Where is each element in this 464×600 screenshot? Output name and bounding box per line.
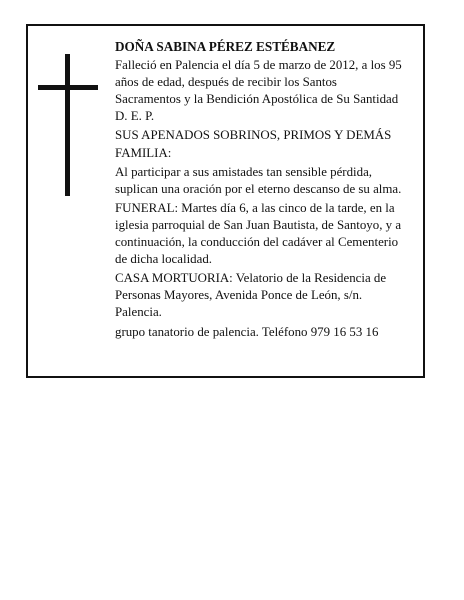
funeral-line: continuación, la conducción del cadáver al Cementerio	[115, 235, 399, 250]
funeral-line: iglesia parroquial de San Juan Bautista, de Santoyo, y a	[115, 217, 402, 232]
contact-line: grupo tanatorio de palencia. Teléfono 979 16 53 16	[115, 324, 379, 339]
death-announcement	[115, 57, 419, 125]
obituary-text	[115, 38, 419, 343]
death-line: Falleció en Palencia el día 5 de marzo de 2012, a los 95	[115, 58, 402, 73]
prayer-request	[115, 164, 419, 198]
death-line: Sacramentos y la Bendición Apostólica de Su Santidad	[115, 92, 399, 107]
family-line: SUS APENADOS SOBRINOS, PRIMOS Y DEMÁS	[115, 128, 392, 143]
funeral-line: de dicha localidad.	[115, 252, 212, 267]
family-heading	[115, 127, 419, 161]
mortuary-line: Palencia.	[115, 305, 162, 320]
request-line: Al participar a sus amistades tan sensible pérdida,	[115, 164, 373, 179]
cross-vertical-bar	[65, 54, 70, 196]
funeral-details	[115, 200, 419, 268]
deceased-name: DOÑA SABINA PÉREZ ESTÉBANEZ	[115, 39, 336, 54]
request-line: suplican una oración por el eterno descanso de su alma.	[115, 181, 402, 196]
mortuary-line: Personas Mayores, Avenida Ponce de León, s/n.	[115, 288, 363, 303]
cross-horizontal-bar	[38, 85, 98, 90]
cross-icon	[38, 54, 98, 196]
obituary-notice	[26, 24, 425, 378]
funeral-line: FUNERAL: Martes día 6, a las cinco de la tarde, en la	[115, 200, 395, 215]
mortuary-line: CASA MORTUORIA: Velatorio de la Residencia de	[115, 271, 387, 286]
mortuary-details	[115, 270, 419, 321]
death-line: años de edad, después de recibir los Santos	[115, 75, 337, 90]
family-line: FAMILIA:	[115, 145, 172, 160]
death-line: D. E. P.	[115, 109, 155, 124]
